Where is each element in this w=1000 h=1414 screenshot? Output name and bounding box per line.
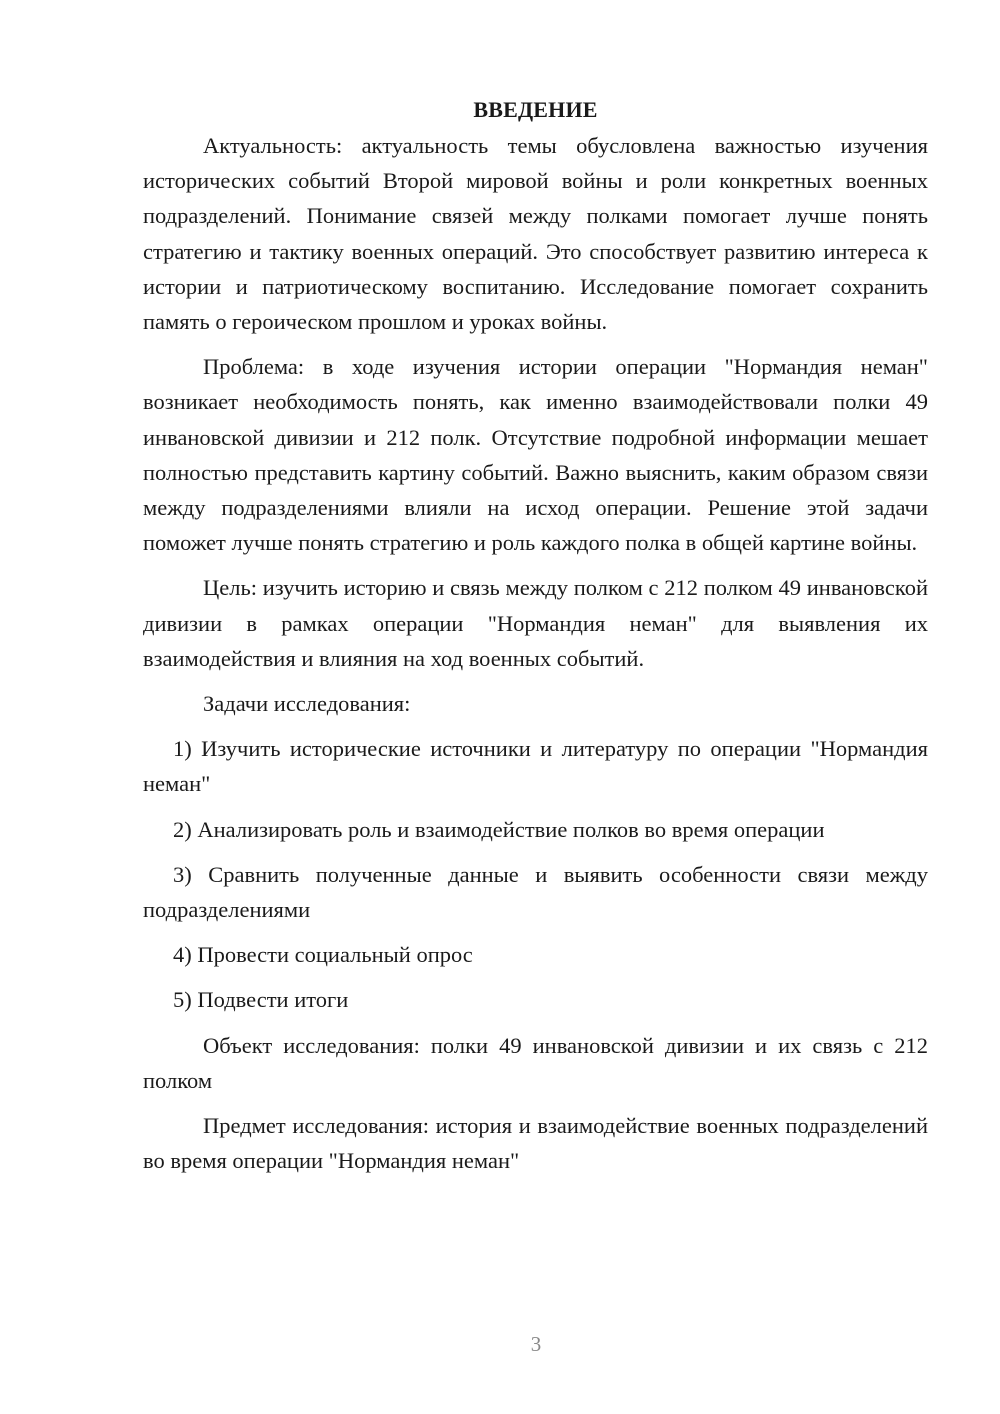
page-content (143, 92, 928, 1188)
page-number: 3 (530, 1332, 542, 1356)
task-item: 2) Анализировать роль и взаимодействие полков во время операции (173, 816, 825, 842)
page-title: ВВЕДЕНИЕ (473, 97, 598, 122)
task-item: 5) Подвести итоги (173, 987, 349, 1013)
task-item: 3) Сравнить полученные данные и выявить особенности связи между подразделениями (143, 861, 928, 923)
subject-paragraph: Предмет исследования: история и взаимодействие военных подразделений во время операции "Нормандия неман" (143, 1113, 928, 1174)
goal-paragraph: Цель: изучить историю и связь между полком с 212 полком 49 инвановской дивизии в рамках операции "Нормандия неман" для выявления их взаимодействия и влияния на ход военных событий. (143, 575, 928, 671)
task-item: 4) Провести социальный опрос (173, 942, 473, 968)
relevance-paragraph: Актуальность: актуальность темы обусловлена важностью изучения исторических событий Второй мировой войны и роли конкретных военных подразделений. Понимание связей между полками помогает лучше понять стратегию и тактику военных операций. Это способствует развитию интереса к истории и патриотическому воспитанию. Исследование помогает сохранить память о героическом прошлом и уроках войны. (143, 133, 928, 335)
tasks-heading: Задачи исследования: (203, 691, 411, 717)
task-item: 1) Изучить исторические источники и литературу по операции "Нормандия неман" (143, 736, 928, 797)
object-paragraph: Объект исследования: полки 49 инвановской дивизии и их связь с 212 полком (143, 1032, 928, 1093)
problem-paragraph: Проблема: в ходе изучения истории операции "Нормандия неман" возникает необходимость понять, как именно взаимодействовали полки 49 инвановской дивизии и 212 полк. Отсутствие подробной информации мешает полностью представить картину событий. Важно выяснить, каким образом связи между подразделениями влияли на исход операции. Решение этой задачи поможет лучше понять стратегию и роль каждого полка в общей картине войны. (143, 354, 928, 556)
